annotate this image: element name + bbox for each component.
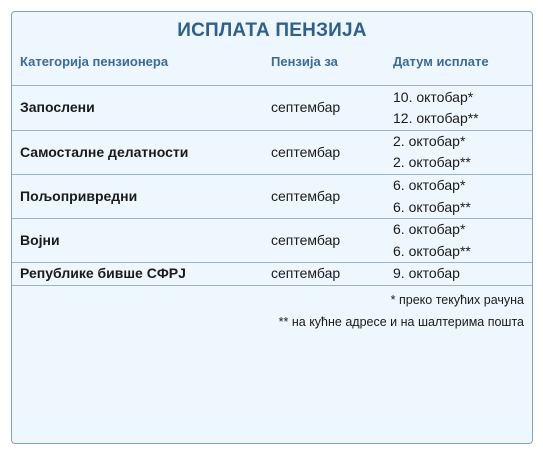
table-row-date: 2. октобар** bbox=[393, 154, 471, 170]
table-row-category: Војни bbox=[20, 232, 60, 248]
table-row-month: септембар bbox=[271, 265, 341, 281]
table-row-date: 2. октобар* bbox=[393, 133, 466, 149]
table-row-month: септембар bbox=[271, 188, 341, 204]
table-row-date: 6. октобар* bbox=[393, 221, 466, 237]
table-row-category: Запослени bbox=[20, 99, 95, 115]
column-header-category: Категорија пензионера bbox=[20, 54, 169, 69]
row-divider bbox=[12, 285, 532, 286]
table-row-date: 9. октобар bbox=[393, 265, 460, 281]
table-row-date: 6. октобар** bbox=[393, 199, 471, 215]
table-row-date: 6. октобар* bbox=[393, 177, 466, 193]
column-header-payment-date: Датум исплате bbox=[393, 54, 489, 69]
table-row-date: 6. октобар** bbox=[393, 243, 471, 259]
pension-schedule-card bbox=[11, 11, 533, 444]
table-row-month: септембар bbox=[271, 144, 341, 160]
table-row-date: 10. октобар* bbox=[393, 89, 474, 105]
footnote-bank-account: * преко текућих рачуна bbox=[390, 293, 524, 307]
footnote-home-delivery: ** на кућне адресе и на шалтерима пошта bbox=[278, 315, 524, 329]
table-row-month: септембар bbox=[271, 99, 341, 115]
table-row-category: Пољопривредни bbox=[20, 188, 138, 204]
table-row-category: Републике бивше СФРЈ bbox=[20, 265, 186, 281]
table-row-month: септембар bbox=[271, 232, 341, 248]
footnotes bbox=[279, 289, 524, 333]
page-title: ИСПЛАТА ПЕНЗИЈА bbox=[177, 20, 367, 41]
table-row-category: Самосталне делатности bbox=[20, 144, 189, 160]
table-row-date: 12. октобар** bbox=[393, 110, 479, 126]
column-header-pension-for: Пензија за bbox=[271, 54, 338, 69]
